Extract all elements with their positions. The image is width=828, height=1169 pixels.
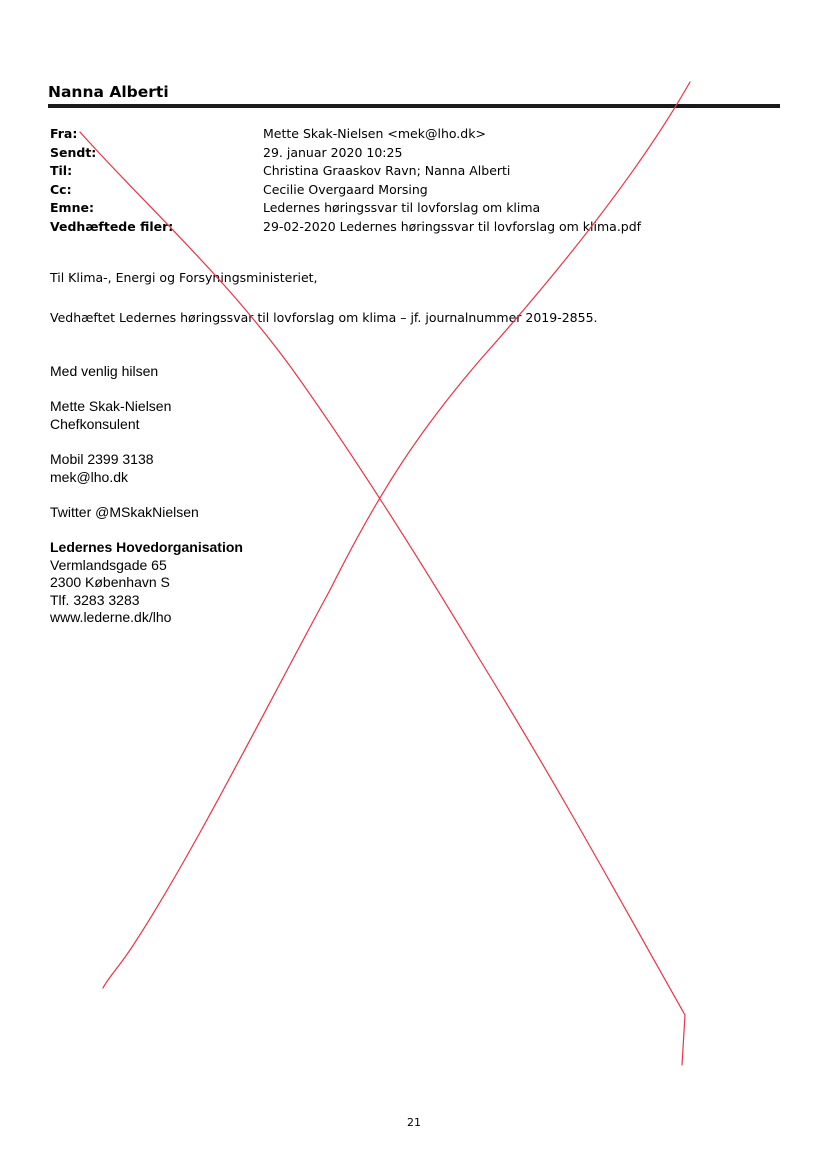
signature-contact-block	[50, 451, 154, 486]
signature-closing: Med venlig hilsen	[50, 363, 159, 379]
signature-address: Vermlandsgade 65	[50, 556, 167, 573]
meta-label: Sendt:	[50, 144, 97, 160]
signature-website: www.lederne.dk/lho	[50, 609, 172, 625]
header-divider	[48, 104, 780, 108]
signature-org-block	[50, 539, 243, 627]
meta-value: Christina Graaskov Ravn; Nanna Alberti	[263, 163, 511, 179]
signature-twitter: Twitter @MSkakNielsen	[50, 504, 199, 520]
signature-city: 2300 København S	[50, 574, 170, 590]
attachment-filename: 29-02-2020 Ledernes høringssvar til lovforslag om klima.pdf	[263, 218, 642, 234]
meta-label: Emne:	[50, 200, 94, 216]
meta-label: Fra:	[50, 126, 78, 141]
meta-value: 29. januar 2020 10:25	[263, 144, 403, 160]
meta-label: Til:	[50, 163, 73, 179]
meta-value: Mette Skak-Nielsen <mek@lho.dk>	[263, 126, 486, 141]
signature-title: Chefkonsulent	[50, 415, 140, 432]
signature-person-block	[50, 398, 171, 433]
meta-value: Ledernes høringssvar til lovforslag om klima	[263, 200, 541, 216]
signature-closing-block	[50, 363, 158, 381]
body-message: Vedhæftet Ledernes høringssvar til lovforslag om klima – jf. journalnummer 2019-2855.	[50, 310, 598, 325]
signature-name: Mette Skak-Nielsen	[50, 398, 172, 414]
signature-twitter-block	[50, 504, 199, 522]
signature-mobile: Mobil 2399 3138	[50, 451, 154, 467]
signature-email: mek@lho.dk	[50, 468, 129, 485]
meta-value: Cecilie Overgaard Morsing	[263, 181, 428, 197]
signature-phone: Tlf. 3283 3283	[50, 591, 140, 608]
page-number: 21	[407, 1116, 421, 1129]
body-greeting: Til Klima-, Energi og Forsyningsministeriet,	[50, 270, 318, 285]
signature-org-name: Ledernes Hovedorganisation	[50, 539, 243, 555]
meta-label: Cc:	[50, 181, 72, 197]
sender-name: Nanna Alberti	[48, 83, 169, 101]
meta-label: Vedhæftede filer:	[50, 218, 174, 234]
